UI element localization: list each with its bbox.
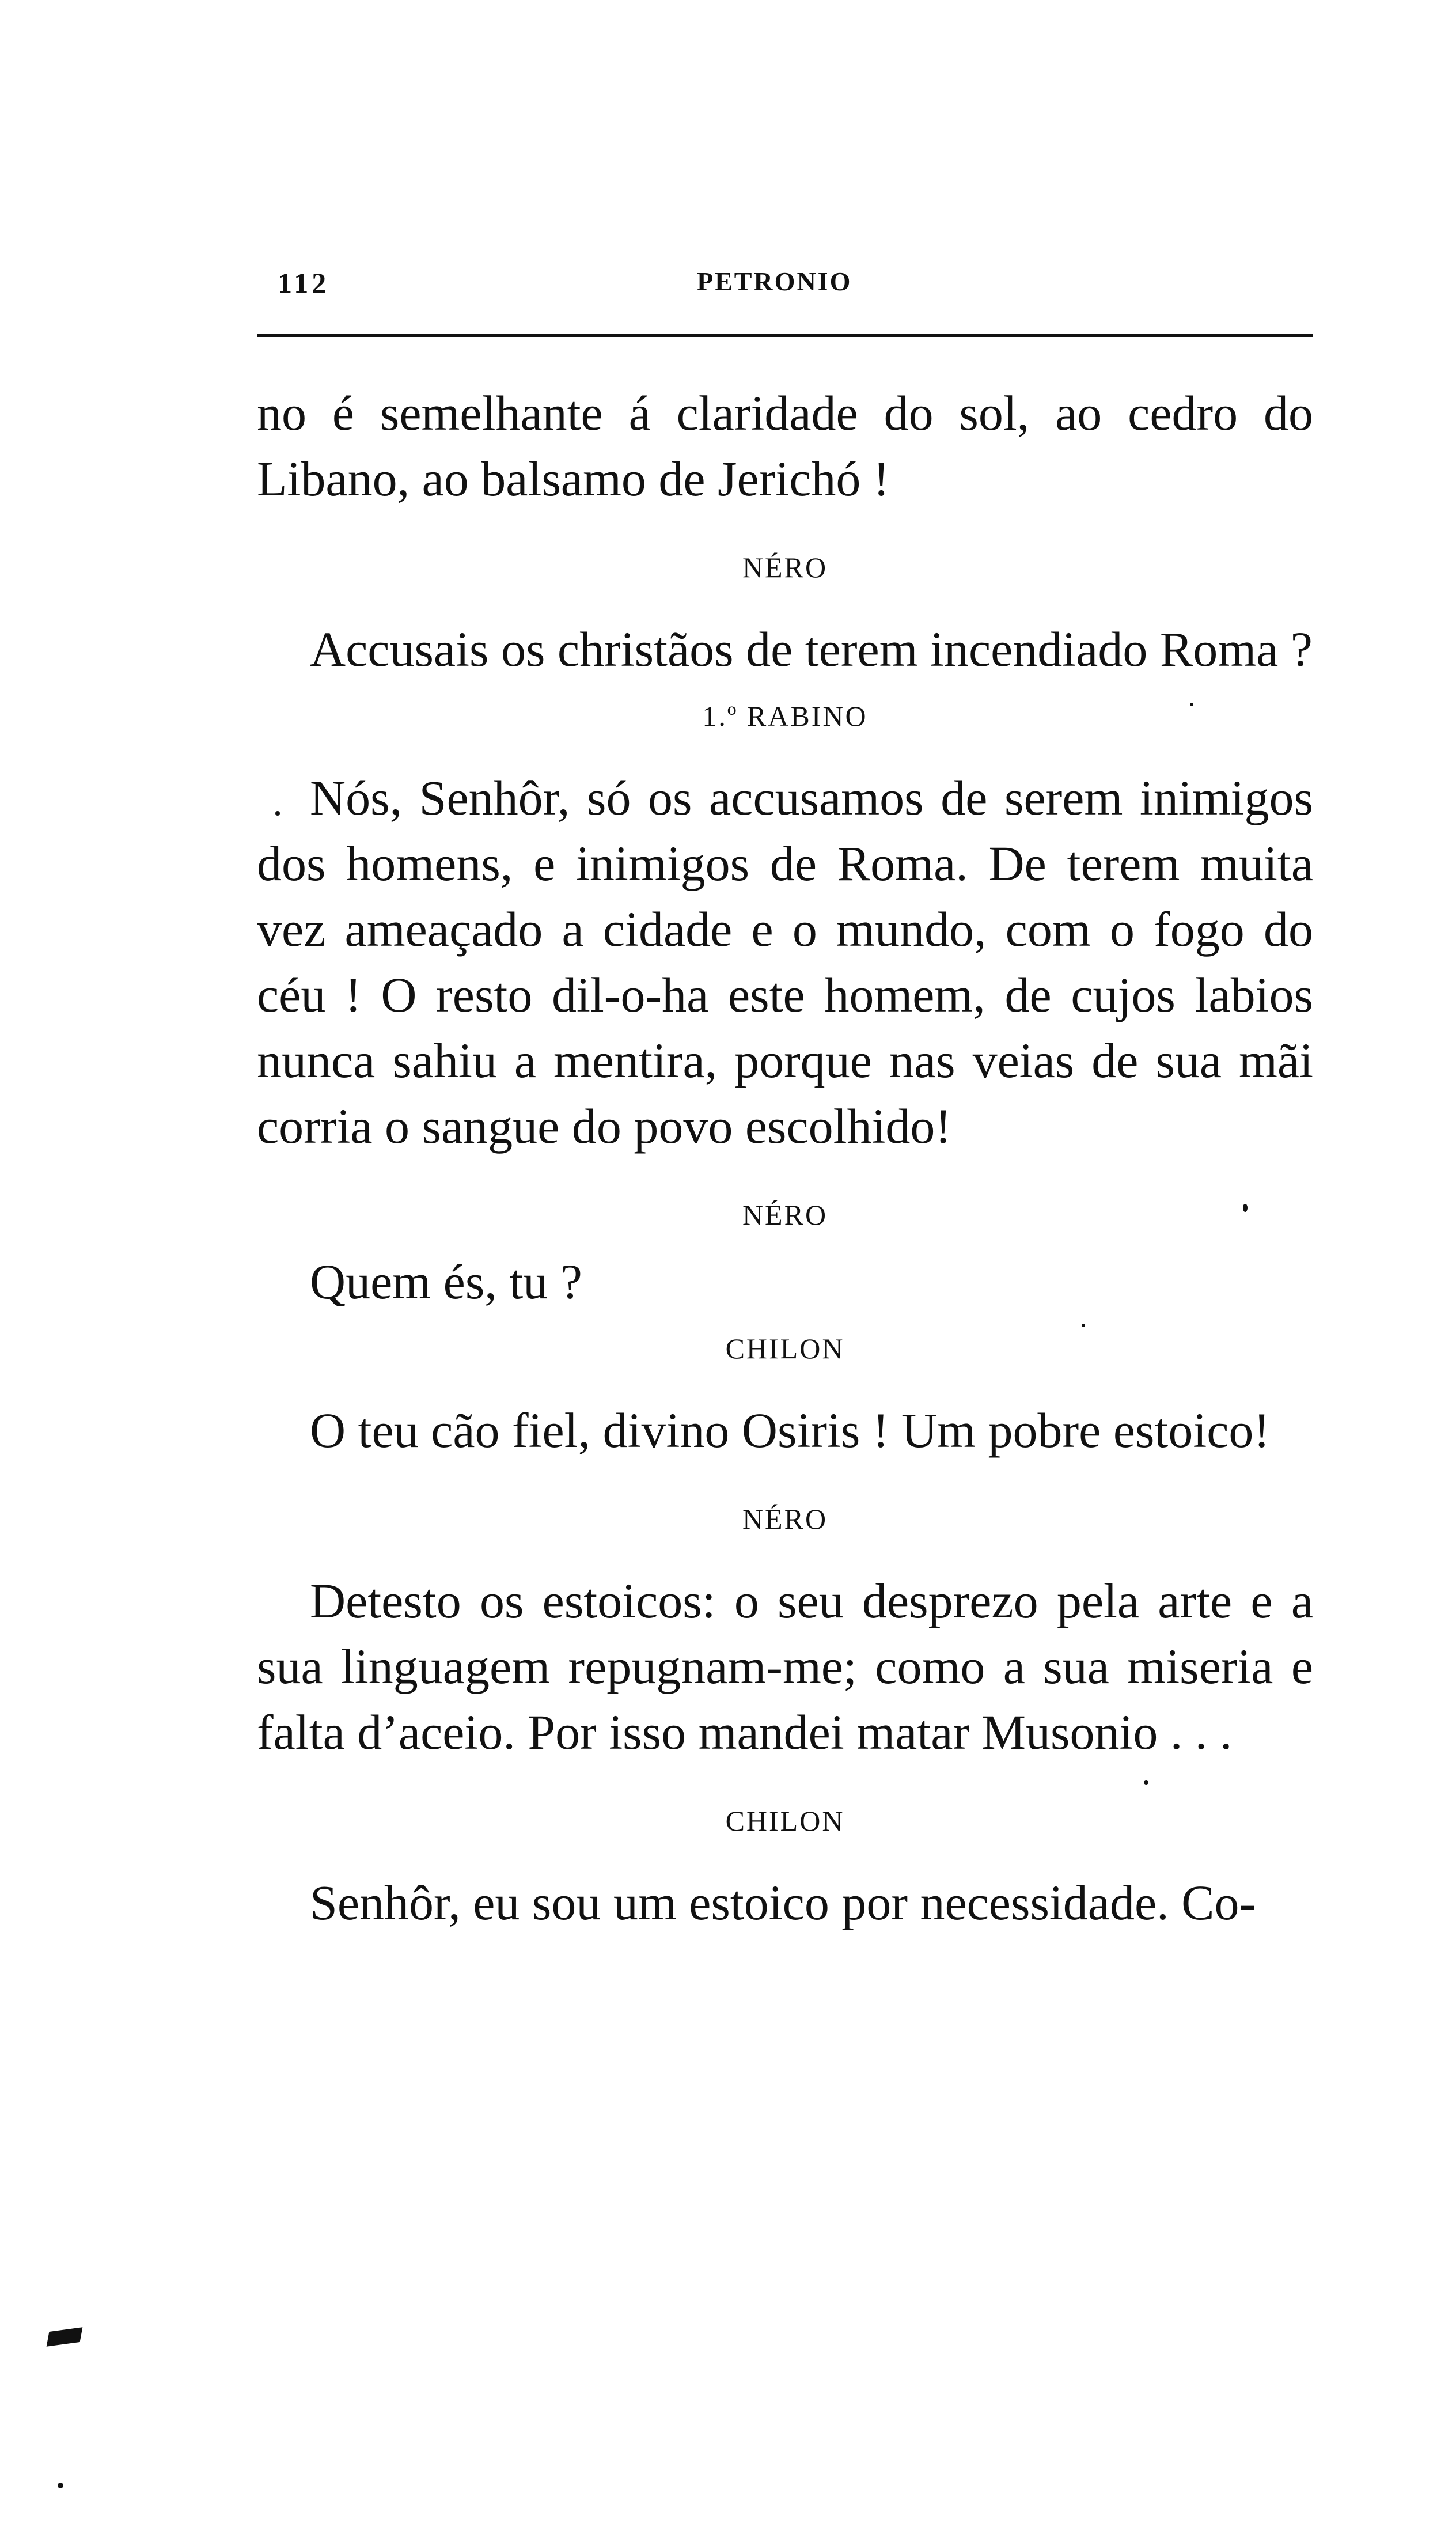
page-body: [257, 380, 1313, 1935]
paragraph: Detesto os estoicos: o seu desprezo pela arte e a sua linguagem repugnam-me; como a sua miseria e falta d’aceio. Por isso mandei matar Musonio . . .: [257, 1573, 1313, 1760]
ink-mark: [47, 2327, 83, 2347]
page-header: [257, 266, 1313, 337]
speaker-label: 1.º RABINO: [702, 700, 868, 732]
speaker-label: NÉRO: [742, 1503, 828, 1535]
paragraph: Accusais os christãos de terem incendiado Roma ?: [310, 622, 1313, 677]
paragraph: no é semelhante á claridade do sol, ao cedro do Libano, ao balsamo de Jerichó !: [257, 385, 1313, 506]
paragraph: Quem és, tu ?: [310, 1254, 582, 1309]
page-number: 112: [278, 267, 330, 299]
speaker-label: CHILON: [725, 1805, 845, 1837]
paragraph: O teu cão fiel, divino Osiris ! Um pobre estoico!: [310, 1403, 1271, 1458]
paragraph: Senhôr, eu sou um estoico por necessidade. Co-: [310, 1875, 1256, 1930]
running-title: PETRONIO: [697, 267, 852, 296]
speaker-label: NÉRO: [742, 1199, 828, 1231]
speaker-label: CHILON: [725, 1332, 845, 1365]
speaker-label: NÉRO: [742, 551, 828, 584]
paragraph: Nós, Senhôr, só os accusamos de serem inimigos dos homens, e inimigos de Roma. De terem muita vez ameaçado a cidade e o mundo, com o fogo do céu ! O resto dil-o-ha este homem, de cujos labios nunca sahiu a mentira, porque nas veias de sua mãi corria o sangue do povo escolhido!: [257, 770, 1313, 1154]
